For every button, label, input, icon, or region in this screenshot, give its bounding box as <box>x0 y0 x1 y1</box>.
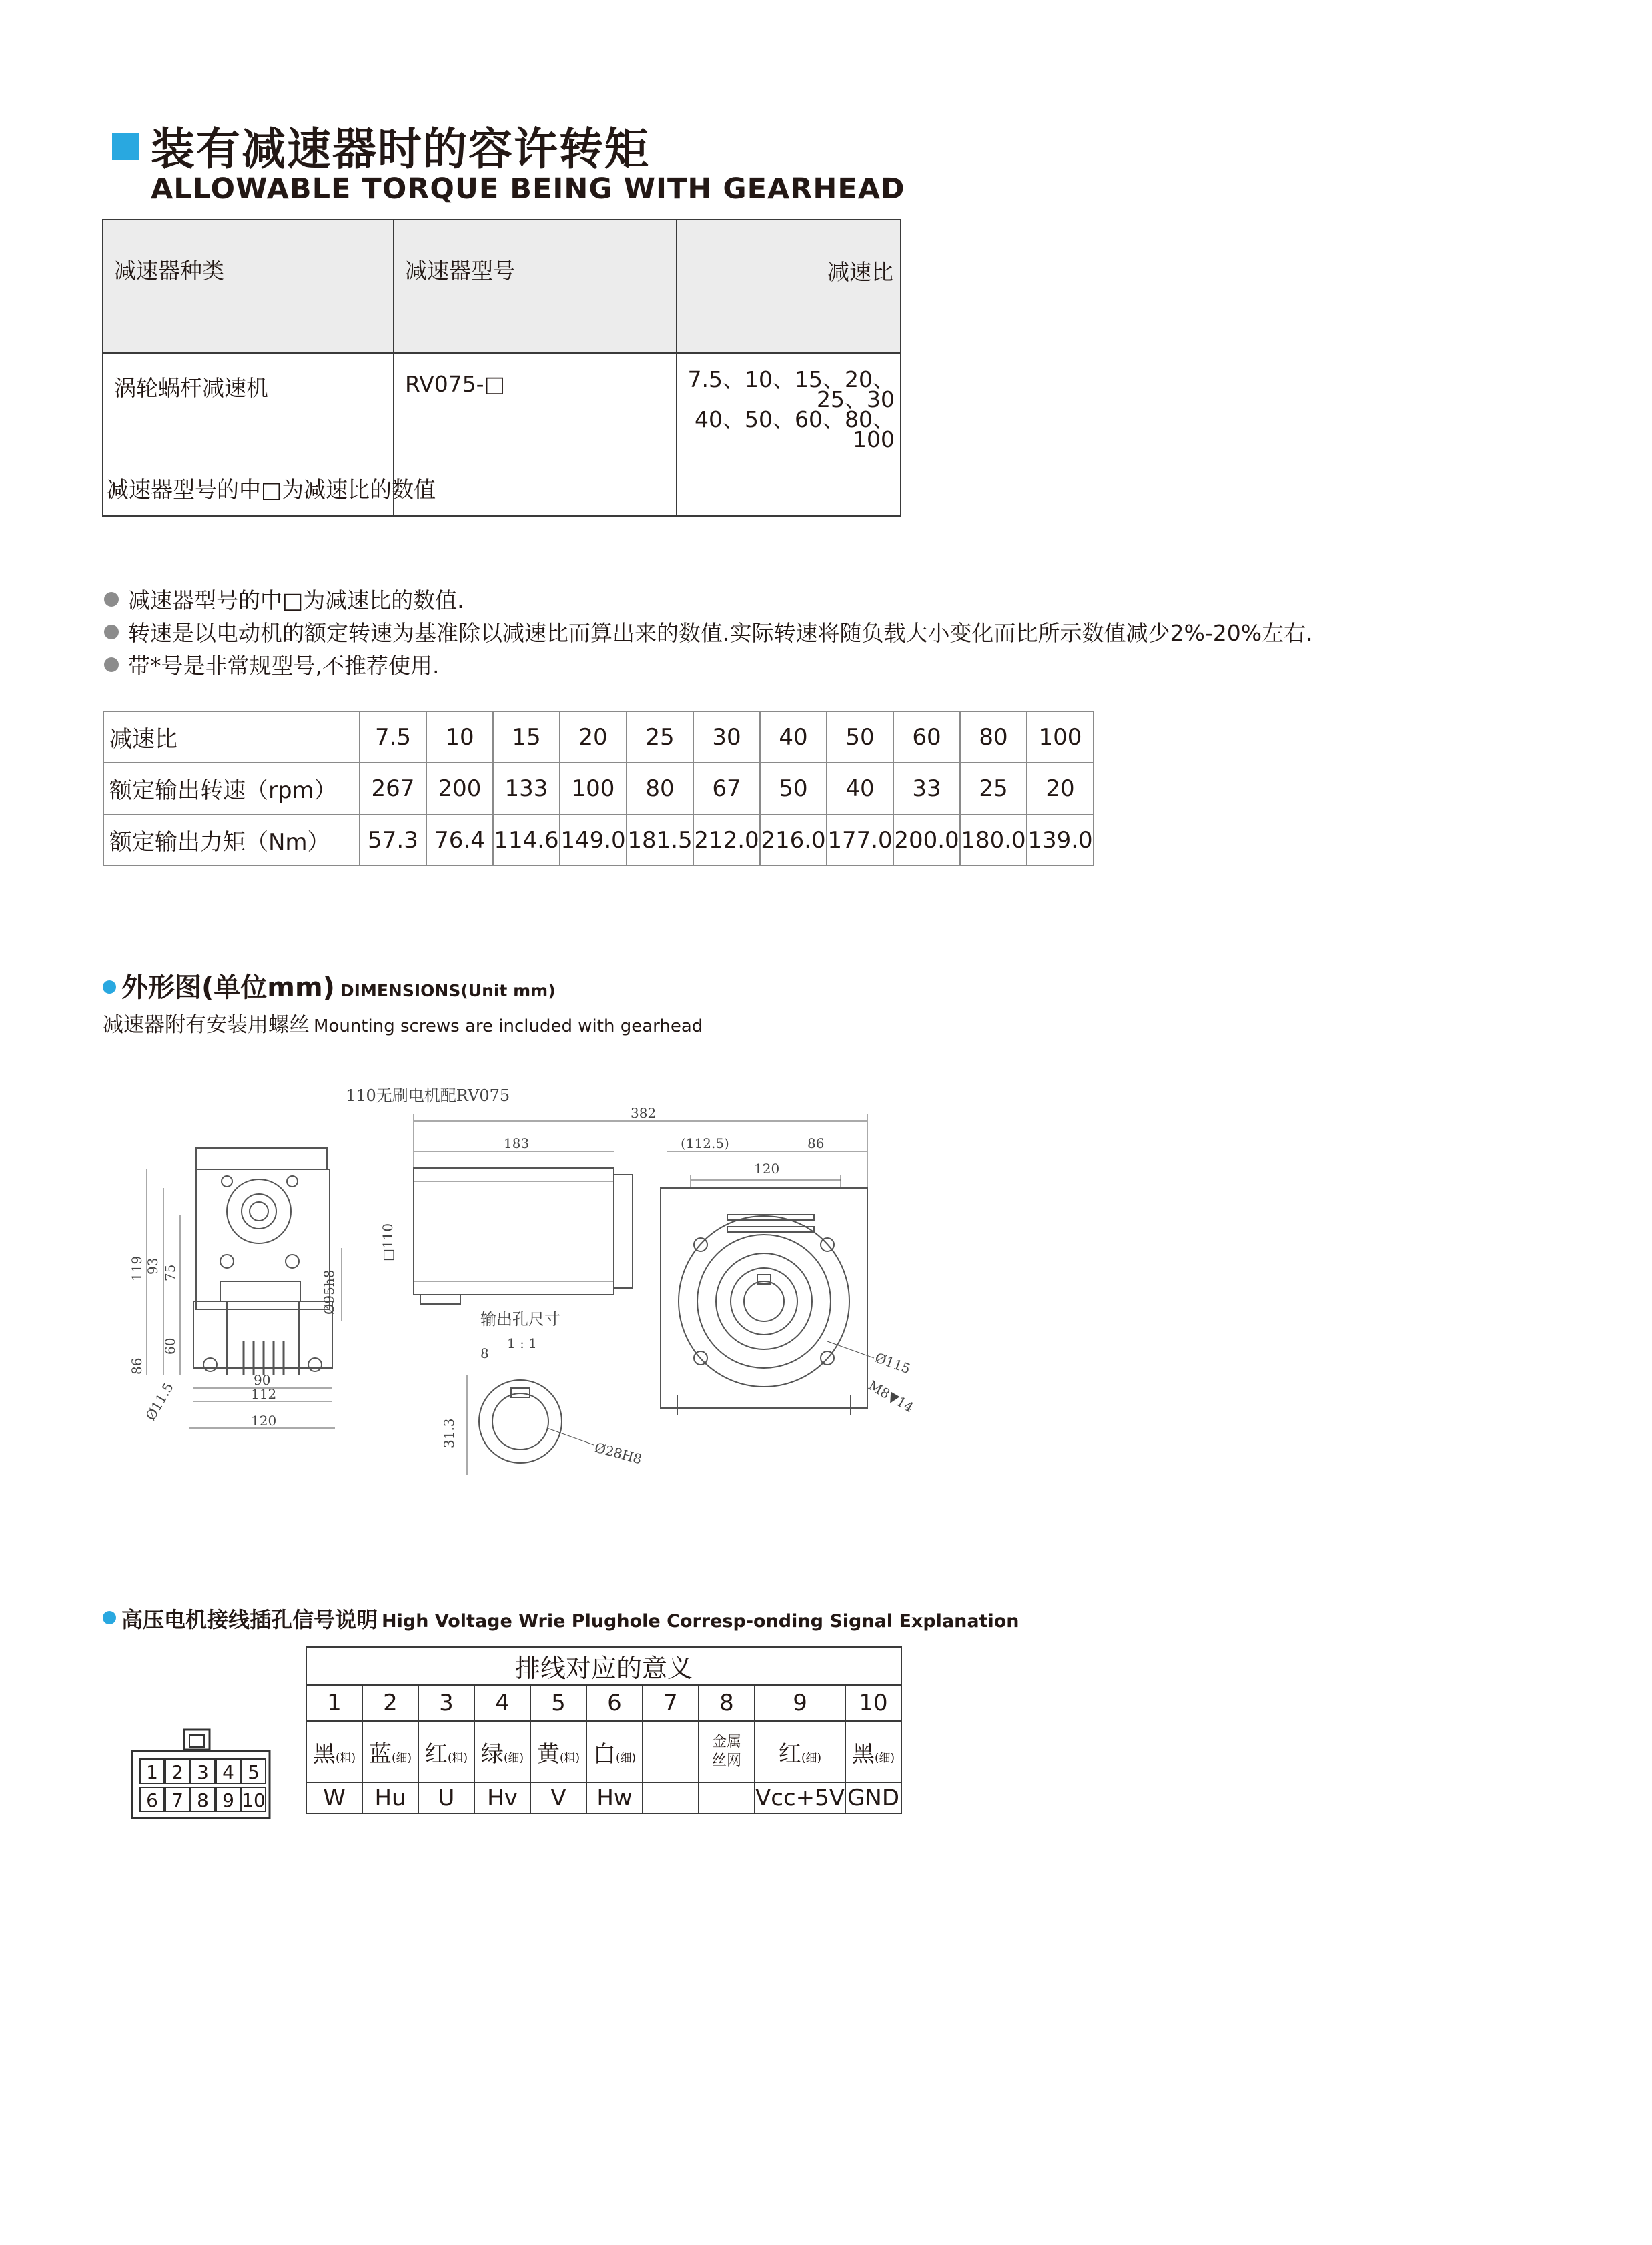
ratios-line-2: 40、50、60、80、100 <box>695 406 895 452</box>
bullet-dot-icon <box>104 592 119 607</box>
svg-text:75: 75 <box>162 1264 178 1281</box>
signal-heading: 高压电机接线插孔信号说明 High Voltage Wrie Plughole Corresp-onding Signal Explanation <box>103 1603 1019 1634</box>
svg-text:10: 10 <box>242 1789 266 1811</box>
svg-text:1: 1 <box>146 1761 158 1783</box>
bullet-dot-icon <box>104 657 119 672</box>
gear-ratios <box>677 353 901 516</box>
svg-text:6: 6 <box>146 1789 158 1811</box>
connector-diagram <box>131 1728 278 1831</box>
bullet-item: 减速器型号的中□为减速比的数值. <box>104 583 464 615</box>
svg-text:86: 86 <box>807 1135 825 1151</box>
output-hole-label: 输出孔尺寸 <box>480 1310 560 1329</box>
svg-text:31.3: 31.3 <box>441 1418 457 1448</box>
svg-text:7: 7 <box>171 1789 183 1811</box>
svg-text:382: 382 <box>631 1105 657 1121</box>
svg-text:8: 8 <box>480 1345 489 1361</box>
signal-table-caption: 排线对应的意义 <box>306 1647 901 1685</box>
gear-note: 减速器型号的中□为减速比的数值 <box>107 476 436 503</box>
ratios-line-1: 7.5、10、15、20、25、30 <box>687 366 895 412</box>
svg-text:112: 112 <box>251 1386 277 1402</box>
bullet-item: 转速是以电动机的额定转速为基准除以减速比而算出来的数值.实际转速将随负载大小变化而比所示数值减少2%-20%左右. <box>104 616 1313 647</box>
dimensions-heading: 外形图(单位mm) DIMENSIONS(Unit mm) <box>103 966 556 1004</box>
drawing-title: 110无刷电机配RV075 <box>346 1086 510 1105</box>
svg-text:90: 90 <box>254 1372 271 1388</box>
svg-text:183: 183 <box>504 1135 530 1151</box>
svg-text:Ø28H8: Ø28H8 <box>592 1439 644 1468</box>
table-row: W Hu U Hv V Hw Vcc+5V GND <box>306 1783 901 1813</box>
header-gear-model: 减速器型号 <box>394 220 677 353</box>
svg-text:Ø11.5: Ø11.5 <box>142 1379 177 1423</box>
signal-table <box>306 1646 902 1814</box>
svg-text:93: 93 <box>145 1257 161 1275</box>
section-dot-icon <box>103 980 116 994</box>
gear-model: RV075-□ <box>394 353 677 516</box>
svg-text:Ø95h8: Ø95h8 <box>321 1269 337 1315</box>
svg-text:5: 5 <box>248 1761 260 1783</box>
svg-text:8: 8 <box>197 1789 209 1811</box>
header-ratio: 减速比 <box>677 220 901 353</box>
svg-text:120: 120 <box>251 1413 277 1429</box>
page-title: 装有减速器时的容许转矩 <box>151 123 650 175</box>
bullet-dot-icon <box>104 625 119 639</box>
dimensions-subtitle: 减速器附有安装用螺丝 Mounting screws are included with gearhead <box>103 1013 703 1037</box>
svg-text:120: 120 <box>754 1161 780 1177</box>
motor-front-view <box>414 1114 867 1415</box>
gearbox-side-view <box>147 1148 342 1428</box>
svg-text:M8▼14: M8▼14 <box>865 1377 917 1416</box>
table-row: 额定输出力矩（Nm） 57.3 76.4 114.6 149.0 181.5 212.0 216.0 177.0 200.0 180.0 139.0 <box>103 814 1094 866</box>
svg-text:4: 4 <box>222 1761 234 1783</box>
svg-text:1 : 1: 1 : 1 <box>507 1335 537 1351</box>
svg-text:3: 3 <box>197 1761 209 1783</box>
gear-type: 涡轮蜗杆减速机 <box>103 353 394 516</box>
table-row: 1 2 3 4 5 6 7 8 9 10 <box>306 1685 901 1721</box>
table-row: 减速比 7.5 10 15 20 25 30 40 50 60 80 100 <box>103 711 1094 763</box>
dimension-drawing <box>129 1081 934 1508</box>
svg-text:2: 2 <box>171 1761 183 1783</box>
svg-text:86: 86 <box>129 1357 145 1375</box>
page-title-en: ALLOWABLE TORQUE BEING WITH GEARHEAD <box>151 172 905 206</box>
bullet-item: 带*号是非常规型号,不推荐使用. <box>104 649 439 680</box>
output-hole-detail <box>467 1375 594 1475</box>
svg-text:60: 60 <box>162 1337 178 1355</box>
table-row: 黑(粗) 蓝(细) 红(粗) 绿(细) 黄(粗) 白(细) 金属丝网 红(细) 黑(细) <box>306 1721 901 1783</box>
svg-text:Ø115: Ø115 <box>873 1349 913 1377</box>
section-dot-icon <box>103 1611 116 1624</box>
svg-text:(112.5): (112.5) <box>681 1135 729 1151</box>
title-marker <box>112 133 139 160</box>
svg-text:9: 9 <box>222 1789 234 1811</box>
speed-torque-table <box>103 711 1094 866</box>
header-gear-type: 减速器种类 <box>103 220 394 353</box>
svg-text:119: 119 <box>129 1255 145 1281</box>
svg-text:□110: □110 <box>380 1223 396 1261</box>
table-row: 额定输出转速（rpm） 267 200 133 100 80 67 50 40 33 25 20 <box>103 763 1094 814</box>
